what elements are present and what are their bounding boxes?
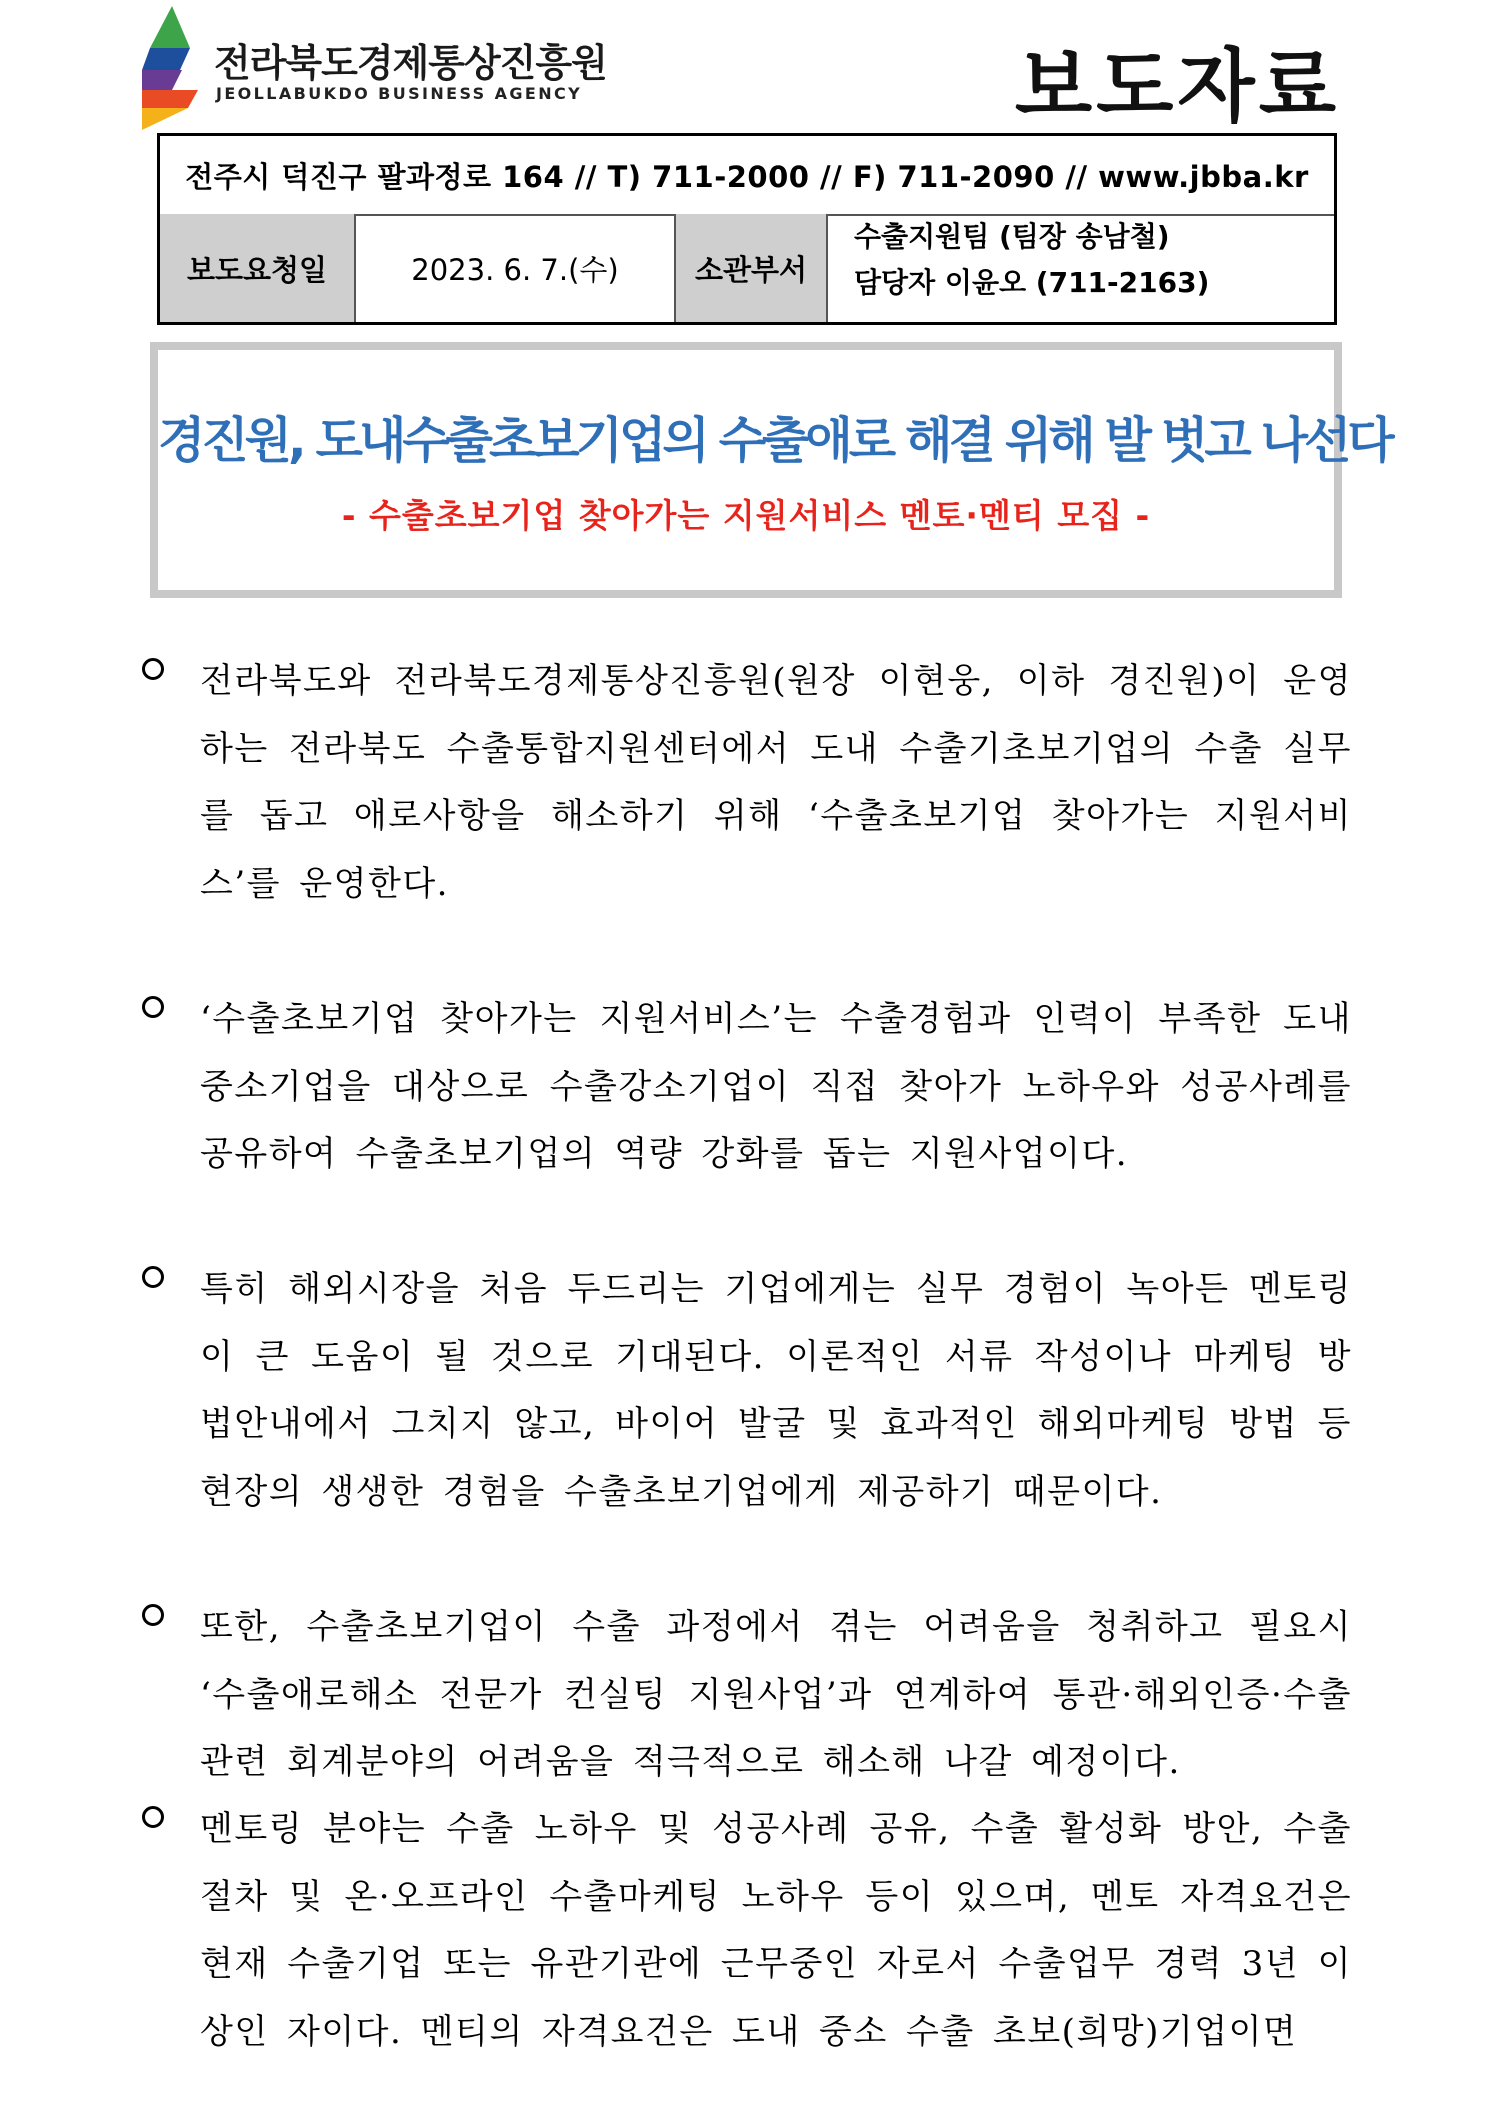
org-name-english: JEOLLABUKDO BUSINESS AGENCY [216, 84, 583, 103]
paragraph-text: 멘토링 분야는 수출 노하우 및 성공사례 공유, 수출 활성화 방안, 수출 절차 및 온·오프라인 수출마케팅 노하우 등이 있으며, 멘토 자격요건은 현재 수출기업 또는 유관기관에 근무중인 자로서 수출업무 경력 3년 이상인 자이다. 멘티의 자격요건은 도내 중소 수출 초보(희망)기업이면 [200, 1809, 1352, 2052]
paragraph-text: ‘수출초보기업 찾아가는 지원서비스’는 수출경험과 인력이 부족한 도내 중소기업을 대상으로 수출강소기업이 직접 찾아가 노하우와 성공사례를 공유하여 수출초보기업의 역량 강화를 돕는 지원사업이다. [200, 999, 1352, 1174]
headline-subtitle: - 수출초보기업 찾아가는 지원서비스 멘토·멘티 모집 - [341, 496, 1151, 535]
agency-logo [142, 4, 607, 132]
body-paragraph [142, 986, 1352, 1189]
contact-line: 전주시 덕진구 팔과정로 164 // T) 711-2000 // F) 711-2090 // www.jbba.kr [160, 136, 1334, 216]
circle-bullet-icon [142, 996, 164, 1018]
department-value: 수출지원팀 (팀장 송남철) [854, 220, 1170, 253]
request-date-value: 2023. 6. 7.(수) [356, 214, 676, 322]
circle-bullet-icon [142, 658, 164, 680]
press-info-row [160, 214, 1334, 322]
press-info-table [157, 133, 1337, 325]
paragraph-text: 특히 해외시장을 처음 두드리는 기업에게는 실무 경험이 녹아든 멘토링이 큰 도움이 될 것으로 기대된다. 이론적인 서류 작성이나 마케팅 방법안내에서 그치지 않고, 바이어 발굴 및 효과적인 해외마케팅 방법 등 현장의 생생한 경험을 수출초보기업에게 제공하기 때문이다. [200, 1269, 1352, 1512]
contact-person: 담당자 이윤오 (711-2163) [854, 266, 1210, 299]
document-type-title: 보도자료 [1014, 40, 1340, 133]
paragraph-text: 전라북도와 전라북도경제통상진흥원(원장 이현웅, 이하 경진원)이 운영하는 전라북도 수출통합지원센터에서 도내 수출기초보기업의 수출 실무를 돕고 애로사항을 해소하기 위해 ‘수출초보기업 찾아가는 지원서비스’를 운영한다. [200, 661, 1352, 904]
request-date-label: 보도요청일 [160, 214, 356, 322]
body-paragraph [142, 1594, 1352, 1797]
headline-title: 경진원, 도내수출초보기업의 수출애로 해결 위해 발 벗고 나선다 [158, 412, 1391, 469]
department-label: 소관부서 [676, 214, 828, 322]
agency-logo-mark-icon [142, 4, 212, 132]
headline-box [150, 342, 1391, 598]
body-paragraph [142, 1796, 1352, 2066]
body-paragraph [142, 648, 1352, 918]
circle-bullet-icon [142, 1604, 164, 1626]
circle-bullet-icon [142, 1806, 164, 1828]
department-cell [828, 214, 1334, 322]
body-paragraph [142, 1256, 1352, 1526]
org-name-korean: 전라북도경제통상진흥원 [214, 41, 607, 85]
circle-bullet-icon [142, 1266, 164, 1288]
paragraph-text: 또한, 수출초보기업이 수출 과정에서 겪는 어려움을 청취하고 필요시 ‘수출애로해소 전문가 컨실팅 지원사업’과 연계하여 통관·해외인증·수출관련 회계분야의 어려움을 적극적으로 해소해 나갈 예정이다. [200, 1607, 1352, 1782]
